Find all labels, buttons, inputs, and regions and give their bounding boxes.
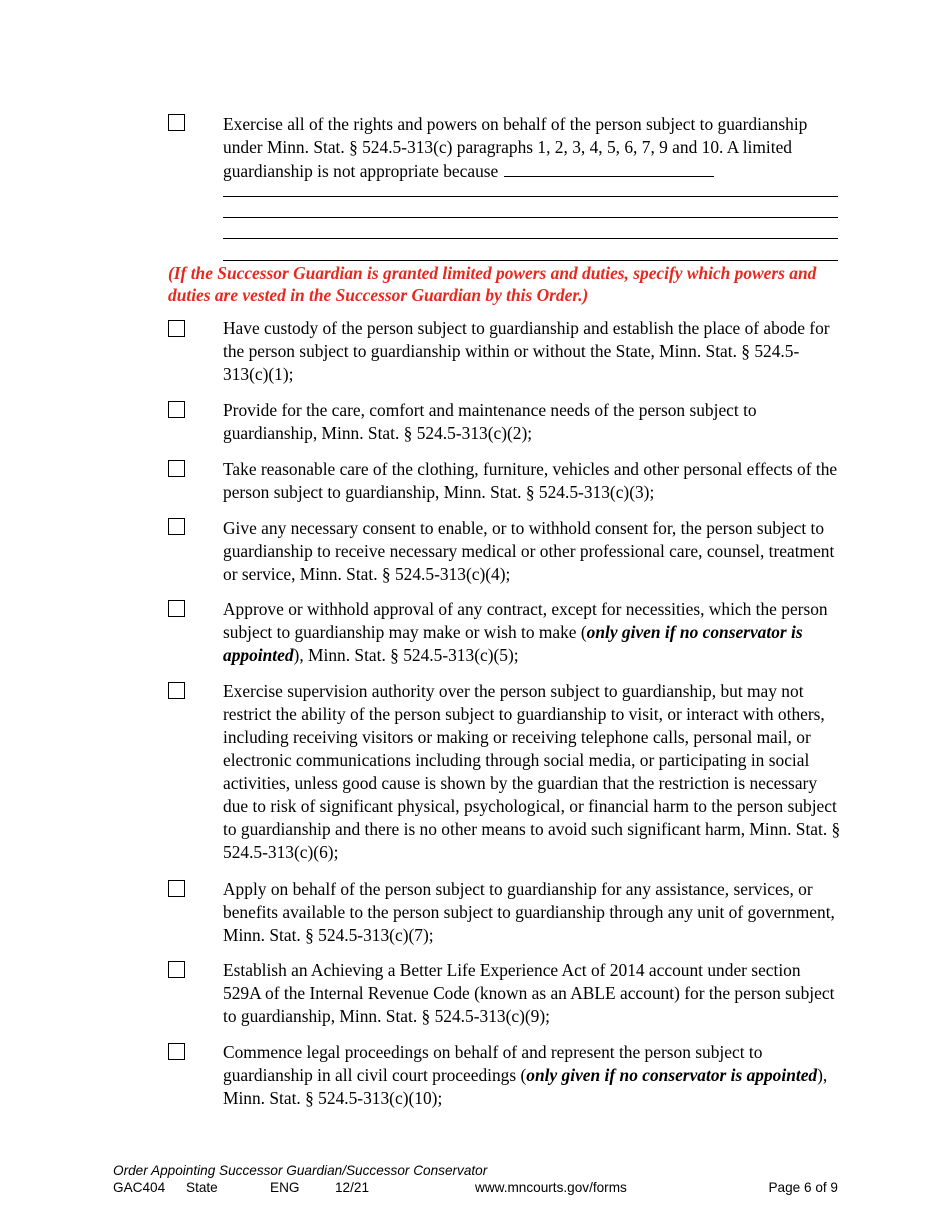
general-powers-text: Exercise all of the rights and powers on behalf of the person subject to guardianship under Minn. Stat. § 524.5-313(c) paragraphs 1, 2, 3, 4, 5, 6, 7, 9 and 10. A limited guardianship is not appropriate because bbox=[223, 114, 808, 181]
legal-proceedings-checkbox[interactable] bbox=[168, 1043, 185, 1060]
personal-effects-text: Take reasonable care of the clothing, furniture, vehicles and other personal effects of the person subject to guardianship, Minn. Stat. § 524.5-313(c)(3); bbox=[223, 459, 838, 502]
footer-jurisdiction: State bbox=[186, 1180, 218, 1195]
medical-consent-checkbox[interactable] bbox=[168, 518, 185, 535]
assistance-checkbox[interactable] bbox=[168, 880, 185, 897]
care-text: Provide for the care, comfort and maintenance needs of the person subject to guardianship, Minn. Stat. § 524.5-313(c)(2); bbox=[223, 400, 757, 443]
limited-powers-instruction: (If the Successor Guardian is granted limited powers and duties, specify which powers and duties are vested in the Successor Guardian by this Order.) bbox=[168, 263, 817, 305]
footer-page-number: Page 6 of 9 bbox=[768, 1180, 838, 1195]
assistance-text: Apply on behalf of the person subject to guardianship for any assistance, services, or benefits available to the person subject to guardianship through any unit of government, Minn. Stat. § 524.5-313(c)(7); bbox=[223, 879, 835, 945]
legal-proceedings-text: Commence legal proceedings on behalf of and represent the person subject to guardianship in all civil court proceedings (only given if no conservator is appointed), Minn. Stat. § 524.5-313(c)(10); bbox=[223, 1042, 828, 1108]
reason-line-2[interactable] bbox=[223, 217, 838, 218]
custody-text: Have custody of the person subject to guardianship and establish the place of abode for the person subject to guardianship within or without the State, Minn. Stat. § 524.5-313(c)(1); bbox=[223, 318, 830, 384]
care-checkbox[interactable] bbox=[168, 401, 185, 418]
able-account-checkbox[interactable] bbox=[168, 961, 185, 978]
supervision-checkbox[interactable] bbox=[168, 682, 185, 699]
footer-website-link[interactable]: www.mncourts.gov/forms bbox=[475, 1180, 627, 1195]
reason-line-1[interactable] bbox=[223, 196, 838, 197]
supervision-text: Exercise supervision authority over the person subject to guardianship, but may not restrict the ability of the person subject to guardianship to visit, or interact with others, including receiving visitors or making or receiving telephone calls, personal mail, or electronic communications including through social media, or participating in social activities, unless good cause is shown by the guardian that the restriction is necessary due to risk of significant physical, psychological, or financial harm to the person subject to guardianship and there is no other means to avoid such significant harm, Minn. Stat. § 524.5-313(c)(6); bbox=[223, 681, 841, 862]
footer-form-title: Order Appointing Successor Guardian/Successor Conservator bbox=[113, 1163, 488, 1178]
footer-revision: 12/21 bbox=[335, 1180, 370, 1195]
footer-form-id: GAC404 bbox=[113, 1180, 166, 1195]
general-powers-checkbox[interactable] bbox=[168, 114, 185, 131]
contract-approval-text: Approve or withhold approval of any contract, except for necessities, which the person subject to guardianship may make or wish to make (only given if no conservator is appointed), Minn. Stat. § 524.5-313(c)(5); bbox=[223, 599, 828, 665]
contract-approval-checkbox[interactable] bbox=[168, 600, 185, 617]
reason-line-4[interactable] bbox=[223, 260, 838, 261]
personal-effects-checkbox[interactable] bbox=[168, 460, 185, 477]
able-account-text: Establish an Achieving a Better Life Experience Act of 2014 account under section 529A of the Internal Revenue Code (known as an ABLE account) for the person subject to guardianship, Minn. Stat. § 524.5-313(c)(9); bbox=[223, 960, 835, 1026]
reason-line-3[interactable] bbox=[223, 238, 838, 239]
custody-checkbox[interactable] bbox=[168, 320, 185, 337]
reason-blank-field[interactable] bbox=[504, 159, 714, 177]
footer-language: ENG bbox=[270, 1180, 300, 1195]
medical-consent-text: Give any necessary consent to enable, or to withhold consent for, the person subject to guardianship to receive necessary medical or other professional care, counsel, treatment or service, Minn. Stat. § 524.5-313(c)(4); bbox=[223, 518, 835, 584]
